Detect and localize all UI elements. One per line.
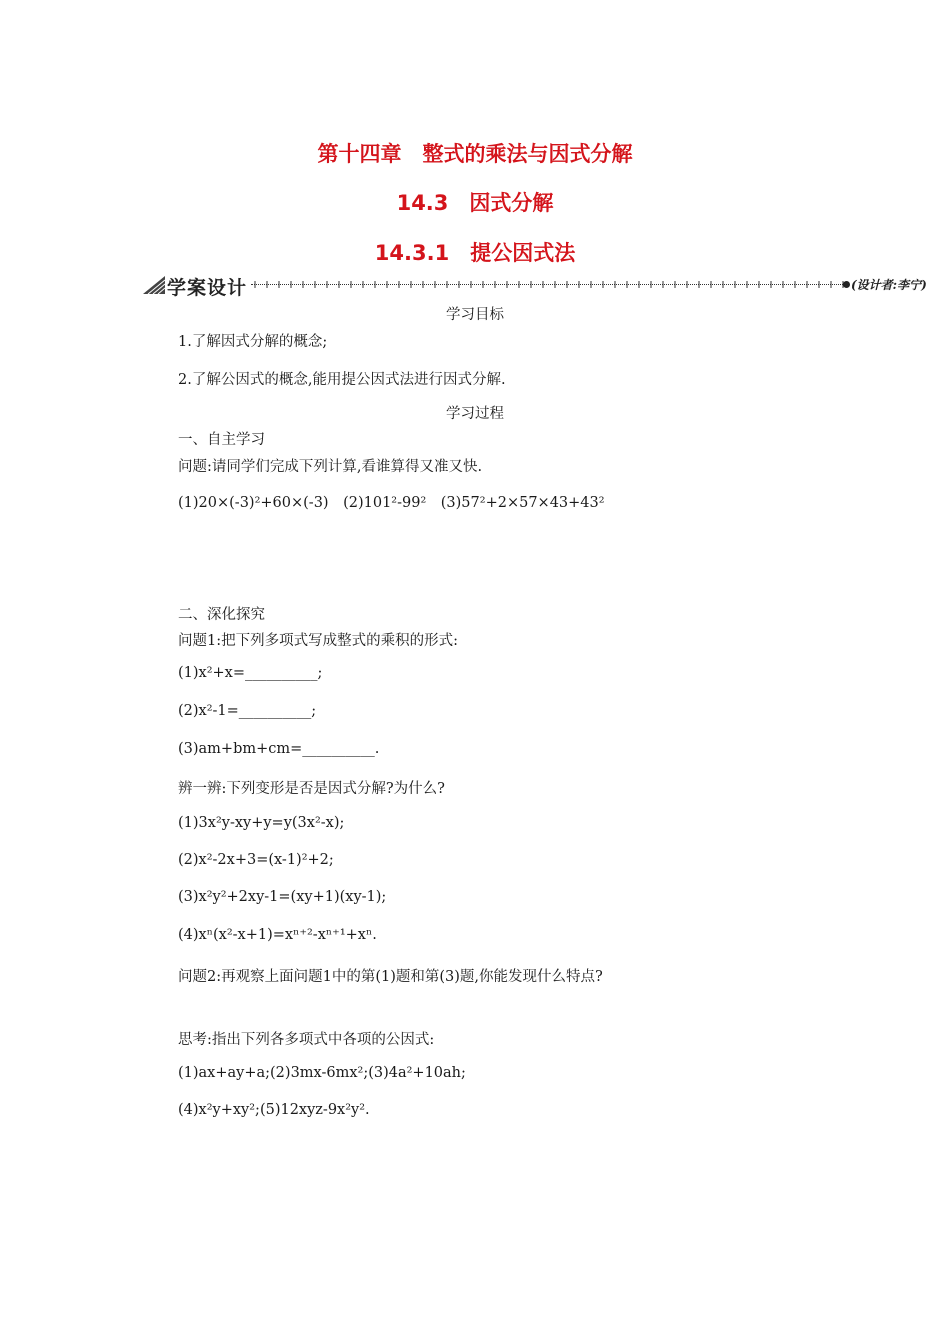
part2-title: 二、深化探究 (178, 607, 265, 623)
judge-item-4: (4)xⁿ(x²-x+1)=xⁿ⁺²-xⁿ⁺¹+xⁿ. (178, 927, 377, 943)
designer-credit: (设计者:李宁) (851, 278, 927, 292)
banner-end-dot (843, 281, 850, 288)
goal-item-2: 2.了解公因式的概念,能用提公因式法进行因式分解. (178, 372, 506, 388)
think-item-2: (4)x²y+xy²;(5)12xyz-9x²y². (178, 1102, 370, 1118)
question1-item-2: (2)x²-1=__________; (178, 703, 317, 719)
judge-item-2: (2)x²-2x+3=(x-1)²+2; (178, 852, 334, 868)
banner-ticks (251, 280, 845, 289)
section-title: 14.3 因式分解 (396, 191, 554, 215)
goals-heading: 学习目标 (446, 307, 504, 323)
part1-calculations: (1)20×(-3)²+60×(-3) (2)101²-99² (3)57²+2×57×43+43² (178, 495, 605, 511)
question1-text: 问题1:把下列多项式写成整式的乘积的形式: (178, 633, 458, 649)
part1-question: 问题:请同学们完成下列计算,看谁算得又准又快. (178, 459, 483, 475)
question1-item-1: (1)x²+x=__________; (178, 665, 323, 681)
chapter-title: 第十四章 整式的乘法与因式分解 (317, 142, 633, 166)
process-heading: 学习过程 (446, 406, 504, 422)
think-item-1: (1)ax+ay+a;(2)3mx-6mx²;(3)4a²+10ah; (178, 1065, 466, 1081)
study-plan-banner (143, 272, 943, 298)
judge-text: 辨一辨:下列变形是否是因式分解?为什么? (178, 781, 445, 797)
judge-item-1: (1)3x²y-xy+y=y(3x²-x); (178, 815, 345, 831)
question1-item-3: (3)am+bm+cm=__________. (178, 741, 380, 757)
subsection-title: 14.3.1 提公因式法 (374, 241, 576, 265)
judge-item-3: (3)x²y²+2xy-1=(xy+1)(xy-1); (178, 889, 387, 905)
banner-label: 学案设计 (167, 277, 248, 299)
question2-text: 问题2:再观察上面问题1中的第(1)题和第(3)题,你能发现什么特点? (178, 969, 603, 985)
goal-item-1: 1.了解因式分解的概念; (178, 334, 328, 350)
think-text: 思考:指出下列各多项式中各项的公因式: (178, 1032, 435, 1048)
part1-title: 一、自主学习 (178, 432, 265, 448)
stripe-triangle-icon (143, 276, 165, 294)
